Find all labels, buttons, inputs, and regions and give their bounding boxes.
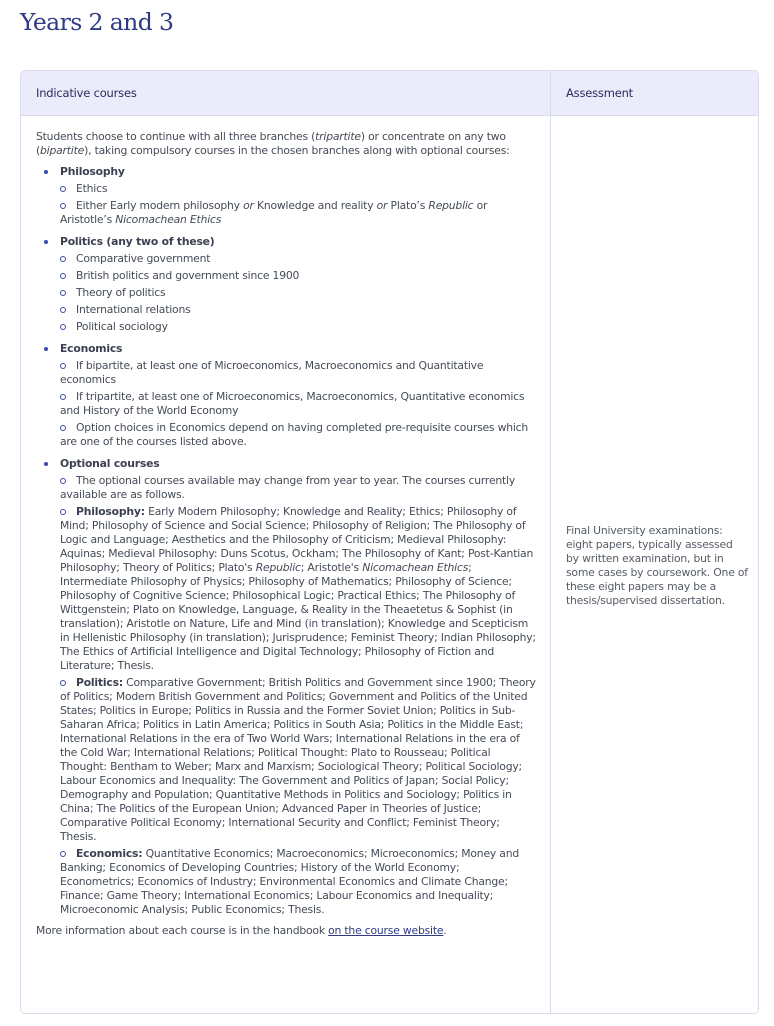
economics-label: Economics bbox=[60, 342, 123, 355]
courses-cell bbox=[36, 130, 536, 938]
course-website-link[interactable]: on the course website bbox=[328, 924, 444, 937]
bipartite-term: bipartite bbox=[40, 144, 85, 157]
optional-label: Optional courses bbox=[60, 457, 160, 470]
list-item: British politics and government since 1900 bbox=[60, 269, 536, 283]
politics-courses bbox=[60, 252, 536, 334]
optional-economics-label: Economics: bbox=[76, 847, 143, 860]
list-item: Political sociology bbox=[60, 320, 536, 334]
list-item: Economics: Quantitative Economics; Macroeconomics; Microeconomics; Money and Banking; Economics of Developing Countries; History of the World Economy; Econometrics; Economics of Industry; Environmental Economics and Climate Change; Finance; Game Theory; International Economics; Labour Economics and Inequality; Microeconomic Analysis; Public Economics; Thesis. bbox=[60, 847, 536, 917]
list-item: Politics: Comparative Government; British Politics and Government since 1900; Theory of Politics; Modern British Government and Politics; Government and Politics of the United States; Politics in Europe; Politics in Russia and the Former Soviet Union; Politics in Sub-Saharan Africa; Politics in Latin America; Politics in South Asia; Politics in the Middle East; International Relations in the era of Two World Wars; International Relations in the era of the Cold War; International Relations; Political Thought: Plato to Rousseau; Political Thought: Bentham to Weber; Marx and Marxism; Sociological Theory; Political Sociology; Labour Economics and Inequality: The Government and Politics of Japan; Social Policy; Demography and Population; Quantitative Methods in Politics and Sociology; Politics in China; The Politics of the European Union; Advanced Paper in Theories of Justice; Comparative Political Economy; International Security and Conflict; Feminist Theory; Thesis. bbox=[60, 676, 536, 843]
branch-list bbox=[36, 165, 536, 917]
more-info-text: More information about each course is in the handbook on the course website. bbox=[36, 924, 447, 937]
list-item: Theory of politics bbox=[60, 286, 536, 300]
header-assessment: Assessment bbox=[566, 86, 633, 100]
tripartite-term: tripartite bbox=[315, 130, 361, 143]
column-divider bbox=[550, 71, 551, 1013]
intro-text: Students choose to continue with all three branches (tripartite) or concentrate on any two (bipartite), taking compulsory courses in the chosen branches along with optional courses: bbox=[36, 130, 510, 157]
list-item: The optional courses available may change from year to year. The courses currently available are as follows. bbox=[60, 474, 536, 502]
list-item: International relations bbox=[60, 303, 536, 317]
list-item: Comparative government bbox=[60, 252, 536, 266]
politics-label: Politics (any two of these) bbox=[60, 235, 215, 248]
list-item: Ethics bbox=[60, 182, 536, 196]
optional-courses bbox=[60, 474, 536, 917]
branch-optional bbox=[36, 457, 536, 917]
optional-politics-label: Politics: bbox=[76, 676, 123, 689]
list-item: If bipartite, at least one of Microeconomics, Macroeconomics and Quantitative economics bbox=[60, 359, 536, 387]
philosophy-label: Philosophy bbox=[60, 165, 125, 178]
header-indicative-courses: Indicative courses bbox=[36, 86, 137, 100]
list-item: If tripartite, at least one of Microeconomics, Macroeconomics, Quantitative economics and History of the World Economy bbox=[60, 390, 536, 418]
list-item: Option choices in Economics depend on having completed pre-requisite courses which are one of the courses listed above. bbox=[60, 421, 536, 449]
branch-politics bbox=[36, 235, 536, 334]
economics-courses bbox=[60, 359, 536, 449]
assessment-cell: Final University examinations: eight papers, typically assessed by written examination, but in some cases by coursework. One of these eight papers may be a thesis/supervised dissertation. bbox=[566, 524, 748, 607]
optional-philosophy-label: Philosophy: bbox=[76, 505, 145, 518]
section-title: Years 2 and 3 bbox=[20, 8, 174, 36]
branch-philosophy bbox=[36, 165, 536, 227]
branch-economics bbox=[36, 342, 536, 449]
list-item: Philosophy: Early Modern Philosophy; Knowledge and Reality; Ethics; Philosophy of Mind; Philosophy of Science and Social Science; Philosophy of Religion; The Philosophy of Logic and Language; Aesthetics and the Philosophy of Criticism; Medieval Philosophy: Aquinas; Medieval Philosophy: Duns Scotus, Ockham; The Philosophy of Kant; Post-Kantian Philosophy; Theory of Politics; Plato's Republic; Aristotle's Nicomachean Ethics; Intermediate Philosophy of Physics; Philosophy of Mathematics; Philosophy of Science; Philosophy of Cognitive Science; Philosophical Logic; Practical Ethics; The Philosophy of Wittgenstein; Plato on Knowledge, Language, & Reality in the Theaetetus & Sophist (in translation); Aristotle on Nature, Life and Mind (in translation); Knowledge and Scepticism in Hellenistic Philosophy (in translation); Jurisprudence; Feminist Theory; Indian Philosophy; The Ethics of Artificial Intelligence and Digital Technology; Philosophy of Fiction and Literature; Thesis. bbox=[60, 505, 536, 672]
table-header bbox=[21, 71, 758, 116]
list-item: Either Early modern philosophy or Knowledge and reality or Plato’s Republic or Aristotle’s Nicomachean Ethics bbox=[60, 199, 536, 227]
course-table bbox=[20, 70, 759, 1014]
philosophy-courses bbox=[60, 182, 536, 227]
